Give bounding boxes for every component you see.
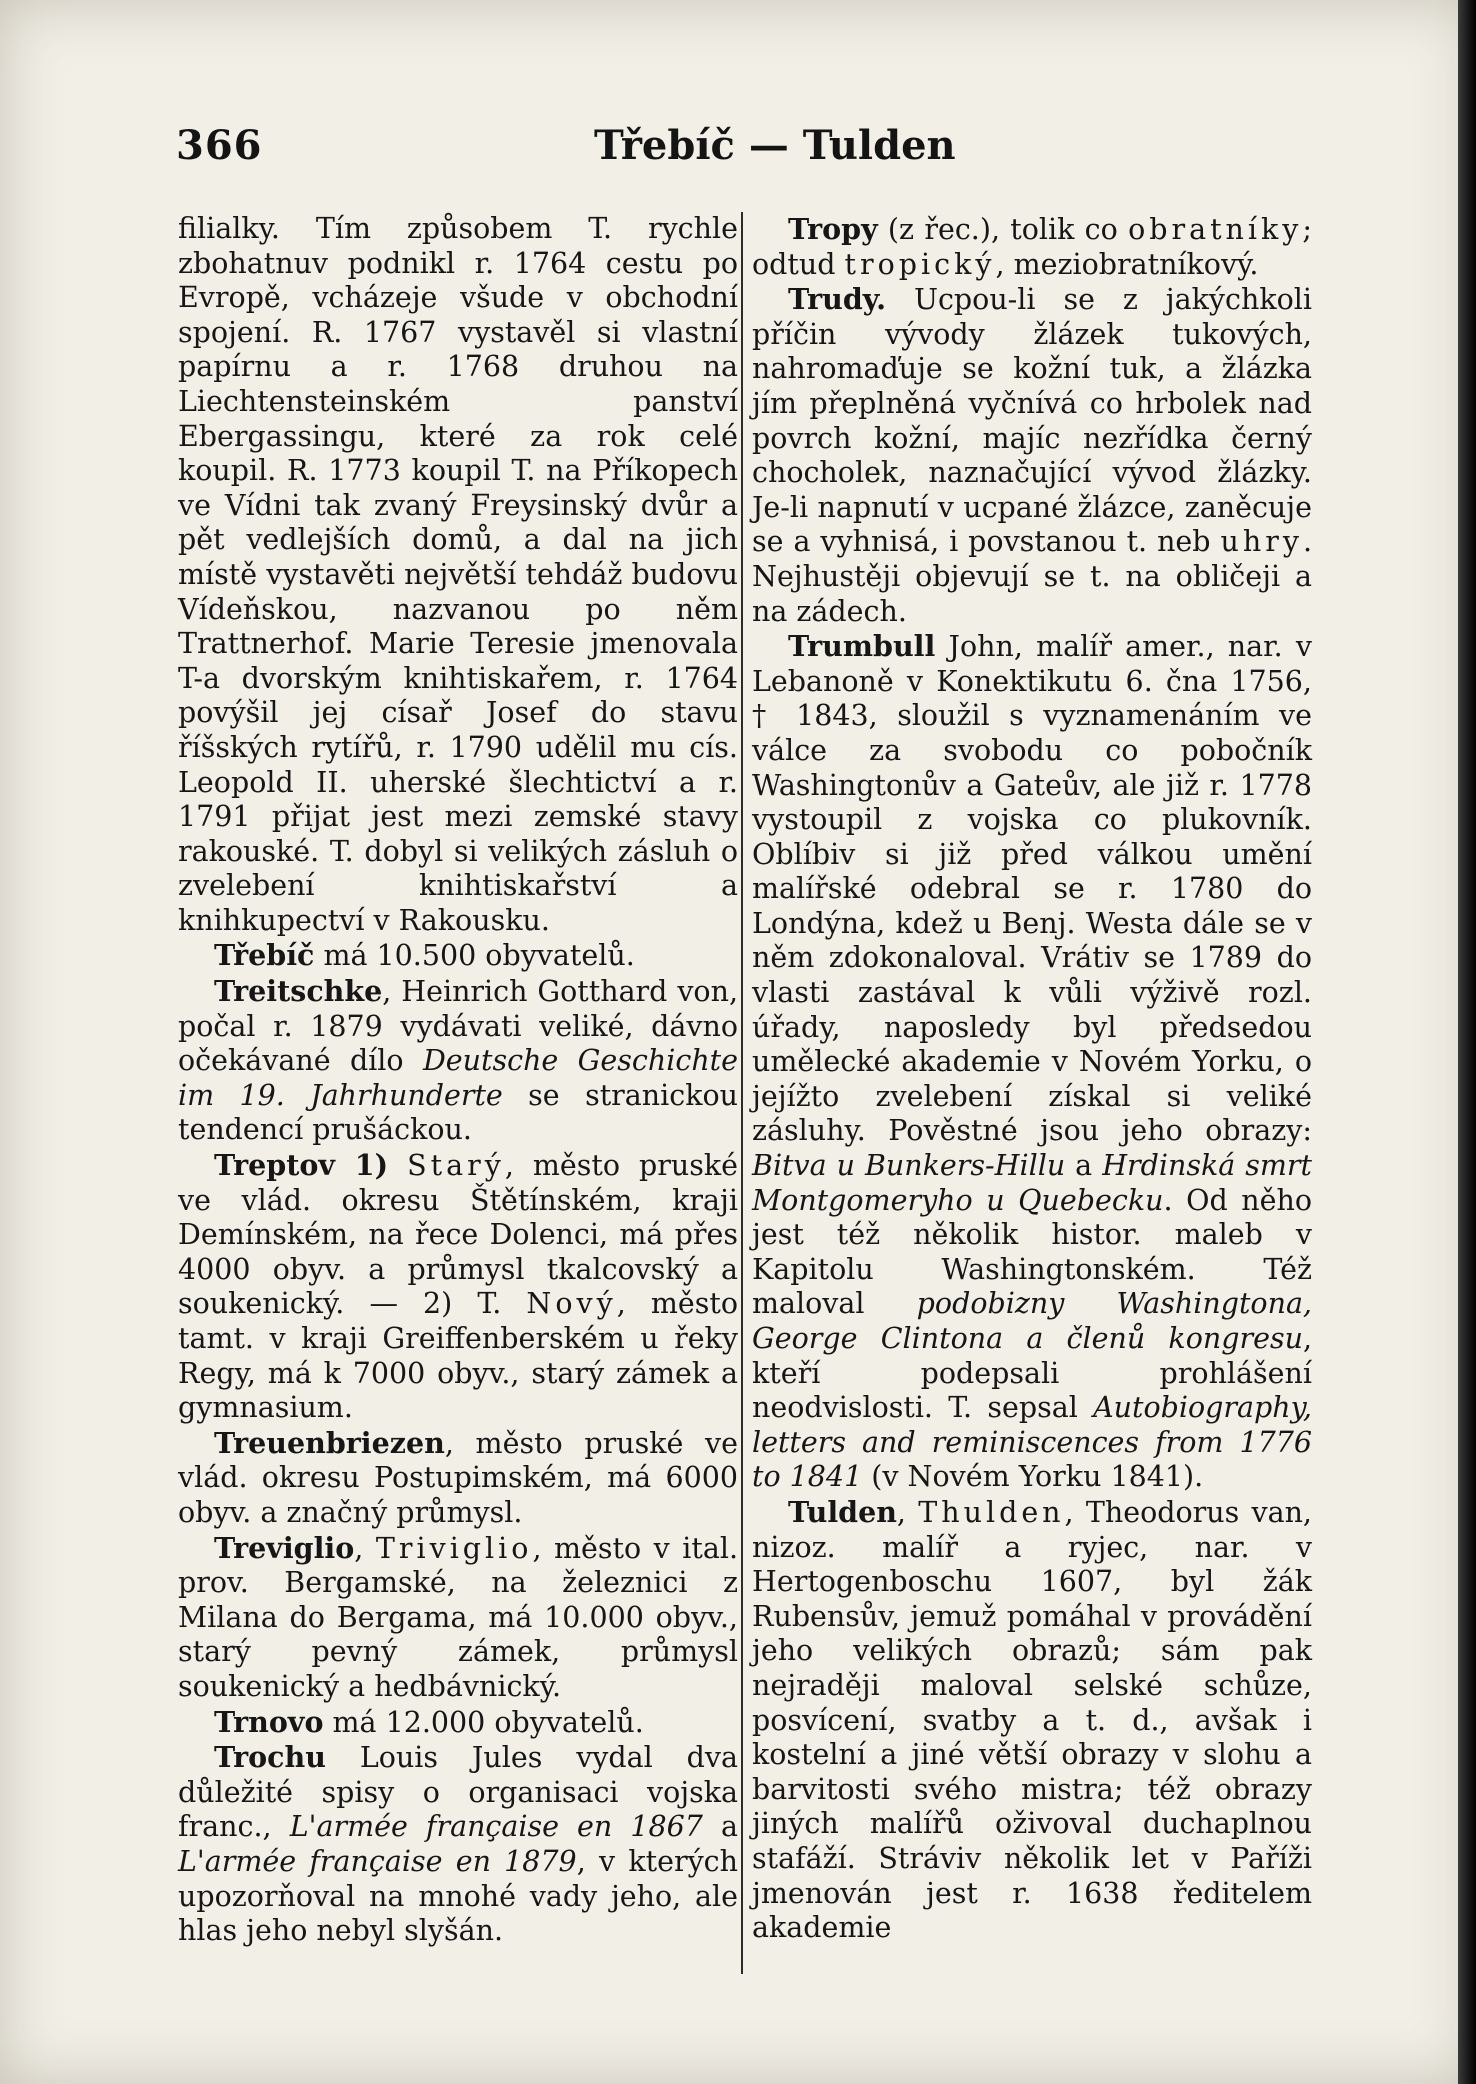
- headword-tulden: Tulden: [788, 1494, 897, 1529]
- entry-text: , meziobratníkový.: [995, 247, 1259, 281]
- entry-text: . Nejhustěji objevují se t. na obličeji a na zádech.: [752, 525, 1312, 628]
- page-number: 366: [176, 122, 263, 169]
- entry-trnovo: [178, 1705, 738, 1741]
- entry-trudy: [752, 282, 1312, 629]
- spaced-term: uhry: [1220, 525, 1303, 559]
- work-title: Autobiography, letters and reminiscences from 1776 to 1841: [752, 1391, 1312, 1494]
- entry-text: ; odtud: [752, 213, 1312, 281]
- continuation-text: filialky. Tím způsobem T. rychle zbohatnuv podnikl r. 1764 cestu po Evropě, vcházeje všude v obchodní spojení. R. 1767 vystavěl si vlastní papírnu a r. 1768 druhou na Liechtensteinském panství Ebergassingu, které za rok celé koupil. R. 1773 koupil T. na Příkopech ve Vídni tak zvaný Freysinský dvůr a pět vedlejších domů, a dal na jich místě vystavěti největší tehdáž budovu Vídeňskou, nazvanou po něm Trattnerhof. Marie Teresie jmenovala T-a dvorským knihtiskařem, r. 1764 povýšil jej císař Josef do stavu říšských rytířů, r. 1790 udělil mu cís. Leopold II. uherské šlechtictví a r. 1791 přijat jest mezi zemské stavy rakouské. T. dobyl si velikých zásluh o zvelebení knihtiskařství a knihkupectví v Rakousku.: [178, 212, 738, 937]
- entry-text: . Od něho jest též několik histor. maleb v Kapitolu Washingtonském. Též maloval: [752, 1183, 1312, 1321]
- work-title: podobizny Washingtona, George Clintona a členů kongresu: [752, 1287, 1312, 1355]
- entry-text: (v Novém Yorku 1841).: [862, 1460, 1204, 1494]
- spaced-term: tropický: [844, 247, 996, 281]
- entry-text: Louis Jules vydal dva důležité spisy o organisaci vojska franc.,: [178, 1741, 738, 1844]
- entry-text: John, malíř amer., nar. v Lebanoně v Konektikutu 6. čna 1756, † 1843, sloužil s vyznamenáním ve válce za svobodu co pobočník Washingtonův a Gateův, ale již r. 1778 vystoupil z vojska co plukovník. Oblíbiv si již před válkou umění malířské odebral se r. 1780 do Londýna, kdež u Benj. Westa dále se v něm zdokonaloval. Vrátiv se 1789 do vlasti zastával k vůli výživě rozl. úřady, naposledy byl předsedou umělecké akademie v Novém Yorku, o jejížto zvelebení získal si veliké zásluhy. Pověstné jsou jeho obrazy:: [752, 630, 1312, 1148]
- entry-text: (z řec.), tolik co: [877, 213, 1129, 246]
- headword-trnovo: Trnovo: [214, 1704, 324, 1739]
- headword-treuenbrietzen: Treuenbriezen: [214, 1425, 445, 1460]
- headword-trebic: Třebíč: [214, 938, 315, 973]
- entry-trochu: [178, 1740, 738, 1949]
- entry-continuation: [178, 212, 738, 938]
- entry-tropy: [752, 212, 1312, 282]
- work-title: Deutsche Geschichte im 19. Jahrhunderte: [178, 1044, 738, 1112]
- headword-treitschke: Treitschke: [214, 974, 383, 1009]
- entry-tulden: [752, 1495, 1312, 1946]
- page-header: [176, 122, 1276, 182]
- right-column: [752, 212, 1312, 1946]
- entry-text: , kteří podepsali prohlášení neodvislosti. T. sepsal: [752, 1322, 1312, 1425]
- entry-treviglio: Treviglio, Triviglio, město v ital. prov. Bergamské, na železnici z Milana do Bergama, má 10.000 obyv., starý pevný zámek, průmysl soukenický a hedbávnický.: [178, 1530, 739, 1703]
- entry-trumbull: [752, 629, 1312, 1495]
- spaced-term: Thulden: [918, 1495, 1065, 1529]
- entry-text: Ucpou-li se z jakýchkoli příčin vývody žlázek tukových, nahromaďuje se kožní tuk, a žlázka jím přeplněná vyčnívá co hrbolek nad povrch kožní, majíc nezřídka černý chocholek, naznačující vývod žlázky. Je-li napnutí v ucpané žlázce, zaněcuje se a vyhnisá, i povstanou t. neb: [752, 283, 1312, 559]
- entry-text: , město tamt. v kraji Greiffenberském u řeky Regy, má k 7000 obyv., starý zámek a gymnasium.: [178, 1287, 738, 1425]
- entry-text: , město pruské ve vlád. okresu Postupimském, má 6000 obyv. a značný průmysl.: [178, 1426, 738, 1529]
- work-title: L'armée française en 1867: [289, 1810, 703, 1844]
- entry-treptow: [178, 1148, 738, 1426]
- entry-text: ,: [896, 1495, 919, 1529]
- work-title: Bitva u Bunkers-Hillu: [752, 1149, 1066, 1183]
- running-head: Třebíč — Tulden: [594, 122, 956, 169]
- column-divider: [741, 212, 743, 1974]
- spaced-term: obratníky: [1128, 213, 1303, 246]
- headword-treptow: Treptov 1): [214, 1148, 389, 1183]
- entry-text: a: [702, 1810, 738, 1844]
- entry-text: má 10.500 obyvatelů.: [314, 939, 635, 973]
- entry-text: , v kterých upozorňoval na mnohé vady jeho, ale hlas jeho nebyl slyšán.: [178, 1844, 738, 1948]
- headword-tropy: Tropy: [788, 212, 878, 246]
- headword-trudy: Trudy.: [788, 282, 887, 317]
- headword-trochu: Trochu: [214, 1740, 326, 1775]
- entry-treuenbrietzen: [178, 1426, 738, 1531]
- entry-text: , město pruské ve vlád. okresu Štětínském, kraji Demínském, na řece Dolenci, má přes 4000 obyv. a průmysl tkalcovský a soukenický. — 2) T.: [178, 1149, 738, 1321]
- entry-trebic: [178, 938, 738, 974]
- headword-trumbull: Trumbull: [788, 629, 936, 664]
- work-title: Hrdinská smrt Montgomeryho u Quebecku: [752, 1149, 1312, 1217]
- spaced-term: Nový: [526, 1287, 617, 1321]
- spaced-term: Starý: [407, 1149, 505, 1183]
- entry-text: , město v ital. prov. Bergamské, na železnici z Milana do Bergama, má 10.000 obyv., starý pevný zámek, průmysl soukenický a hedbávnický.: [178, 1531, 739, 1703]
- entry-treitschke: [178, 974, 738, 1148]
- entry-text: má 12.000 obyvatelů.: [323, 1705, 644, 1739]
- left-column: [178, 212, 738, 1949]
- page-edge-shadow: [1458, 0, 1476, 2084]
- entry-text: se stranickou tendencí prušáckou.: [178, 1078, 738, 1147]
- entry-text: a: [1065, 1149, 1103, 1183]
- entry-text: , Heinrich Gotthard von, počal r. 1879 vydávati veliké, dávno očekávané dílo: [178, 975, 738, 1078]
- entry-text: , Theodorus van, nizoz. malíř a ryjec, nar. v Hertogenboschu 1607, byl žák Rubensův, jemuž pomáhal v provádění jeho velikých obrazů; sám pak nejraději maloval selské schůze, posvícení, svatby a t. d., avšak i kostelní a jiné větší obrazy v slohu a barvitosti svého mistra; též obrazy jiných malířů oživoval duchaplnou stafáží. Stráviv několik let v Paříži jmenován jest r. 1638 ředitelem akademie: [752, 1495, 1312, 1945]
- headword-treviglio: Treviglio: [214, 1530, 355, 1565]
- work-title: L'armée française en 1879: [178, 1844, 577, 1878]
- spaced-term: Triviglio: [375, 1531, 533, 1565]
